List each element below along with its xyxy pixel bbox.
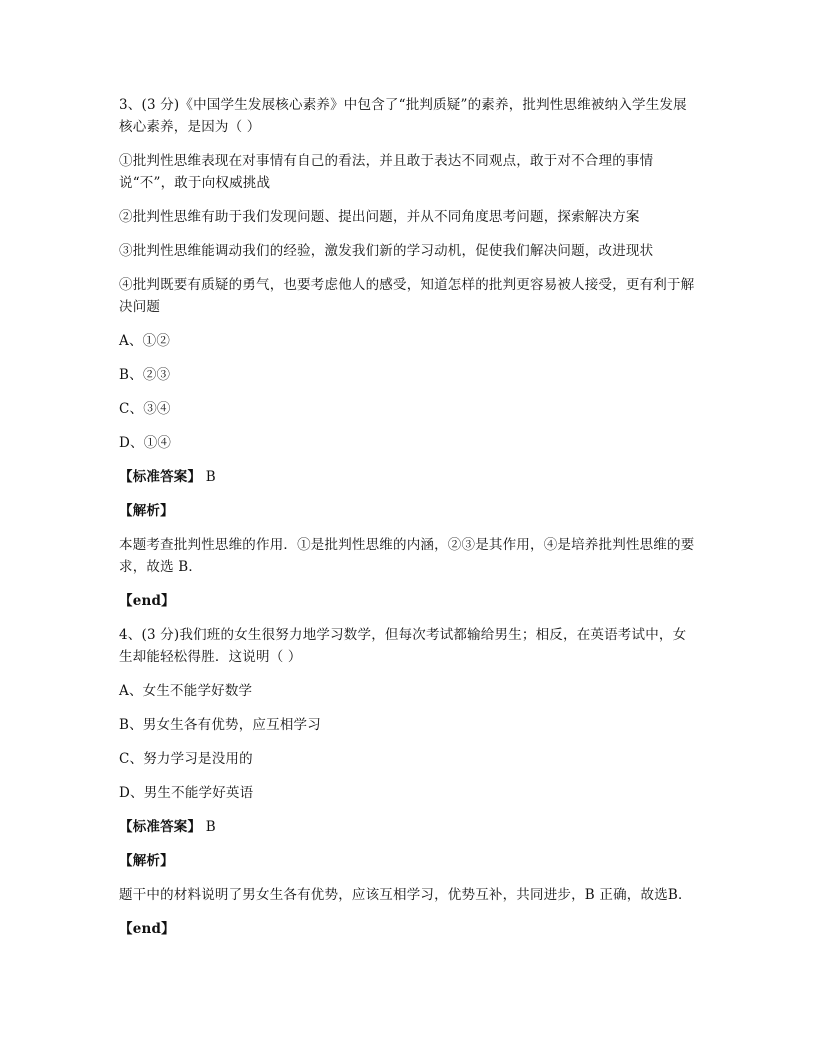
- option-a: A、女生不能学好数学: [119, 683, 253, 699]
- option-d: D、①④: [119, 435, 172, 451]
- end-marker: 【end】: [119, 593, 175, 609]
- answer-label: 【标准答案】: [119, 469, 202, 485]
- statement-3: ③批判性思维能调动我们的经验，激发我们新的学习动机，促使我们解决问题，改进现状: [119, 243, 654, 259]
- question-stem: 3、(3 分)《中国学生发展核心素养》中包含了“批判质疑”的素养，批判性思维被纳入学生发展核心素养，是因为（ ）: [119, 97, 687, 135]
- option-b: B、男女生各有优势，应互相学习: [119, 717, 321, 733]
- answer-value: B: [205, 469, 216, 485]
- analysis-text: 本题考查批判性思维的作用．①是批判性思维的内涵，②③是其作用，④是培养批判性思维的要求，故选 B．: [119, 537, 695, 575]
- question-4: [119, 624, 699, 940]
- question-stem: 4、(3 分)我们班的女生很努力地学习数学，但每次考试都输给男生；相反，在英语考试中，女生却能轻松得胜．这说明（ ）: [119, 627, 687, 665]
- answer-line: [119, 466, 699, 488]
- option-c: C、努力学习是没用的: [119, 751, 253, 767]
- option-d: D、男生不能学好英语: [119, 785, 254, 801]
- document-page: [119, 94, 699, 952]
- analysis-label: 【解析】: [119, 853, 174, 869]
- answer-line: [119, 816, 699, 838]
- end-marker: 【end】: [119, 921, 175, 937]
- analysis-text: 题干中的材料说明了男女生各有优势，应该互相学习，优势互补，共同进步，B 正确，故选B．: [119, 887, 692, 903]
- answer-value: B: [205, 819, 216, 835]
- statement-4: ④批判既要有质疑的勇气，也要考虑他人的感受，知道怎样的批判更容易被人接受，更有利于解决问题: [119, 277, 695, 315]
- option-b: B、②③: [119, 367, 171, 383]
- statement-1: ①批判性思维表现在对事情有自己的看法，并且敢于表达不同观点，敢于对不合理的事情说“不”，敢于向权威挑战: [119, 153, 654, 191]
- option-c: C、③④: [119, 401, 171, 417]
- question-3: [119, 94, 699, 612]
- option-a: A、①②: [119, 333, 171, 349]
- statement-2: ②批判性思维有助于我们发现问题、提出问题，并从不同角度思考问题，探索解决方案: [119, 209, 640, 225]
- answer-label: 【标准答案】: [119, 819, 202, 835]
- analysis-label: 【解析】: [119, 503, 174, 519]
